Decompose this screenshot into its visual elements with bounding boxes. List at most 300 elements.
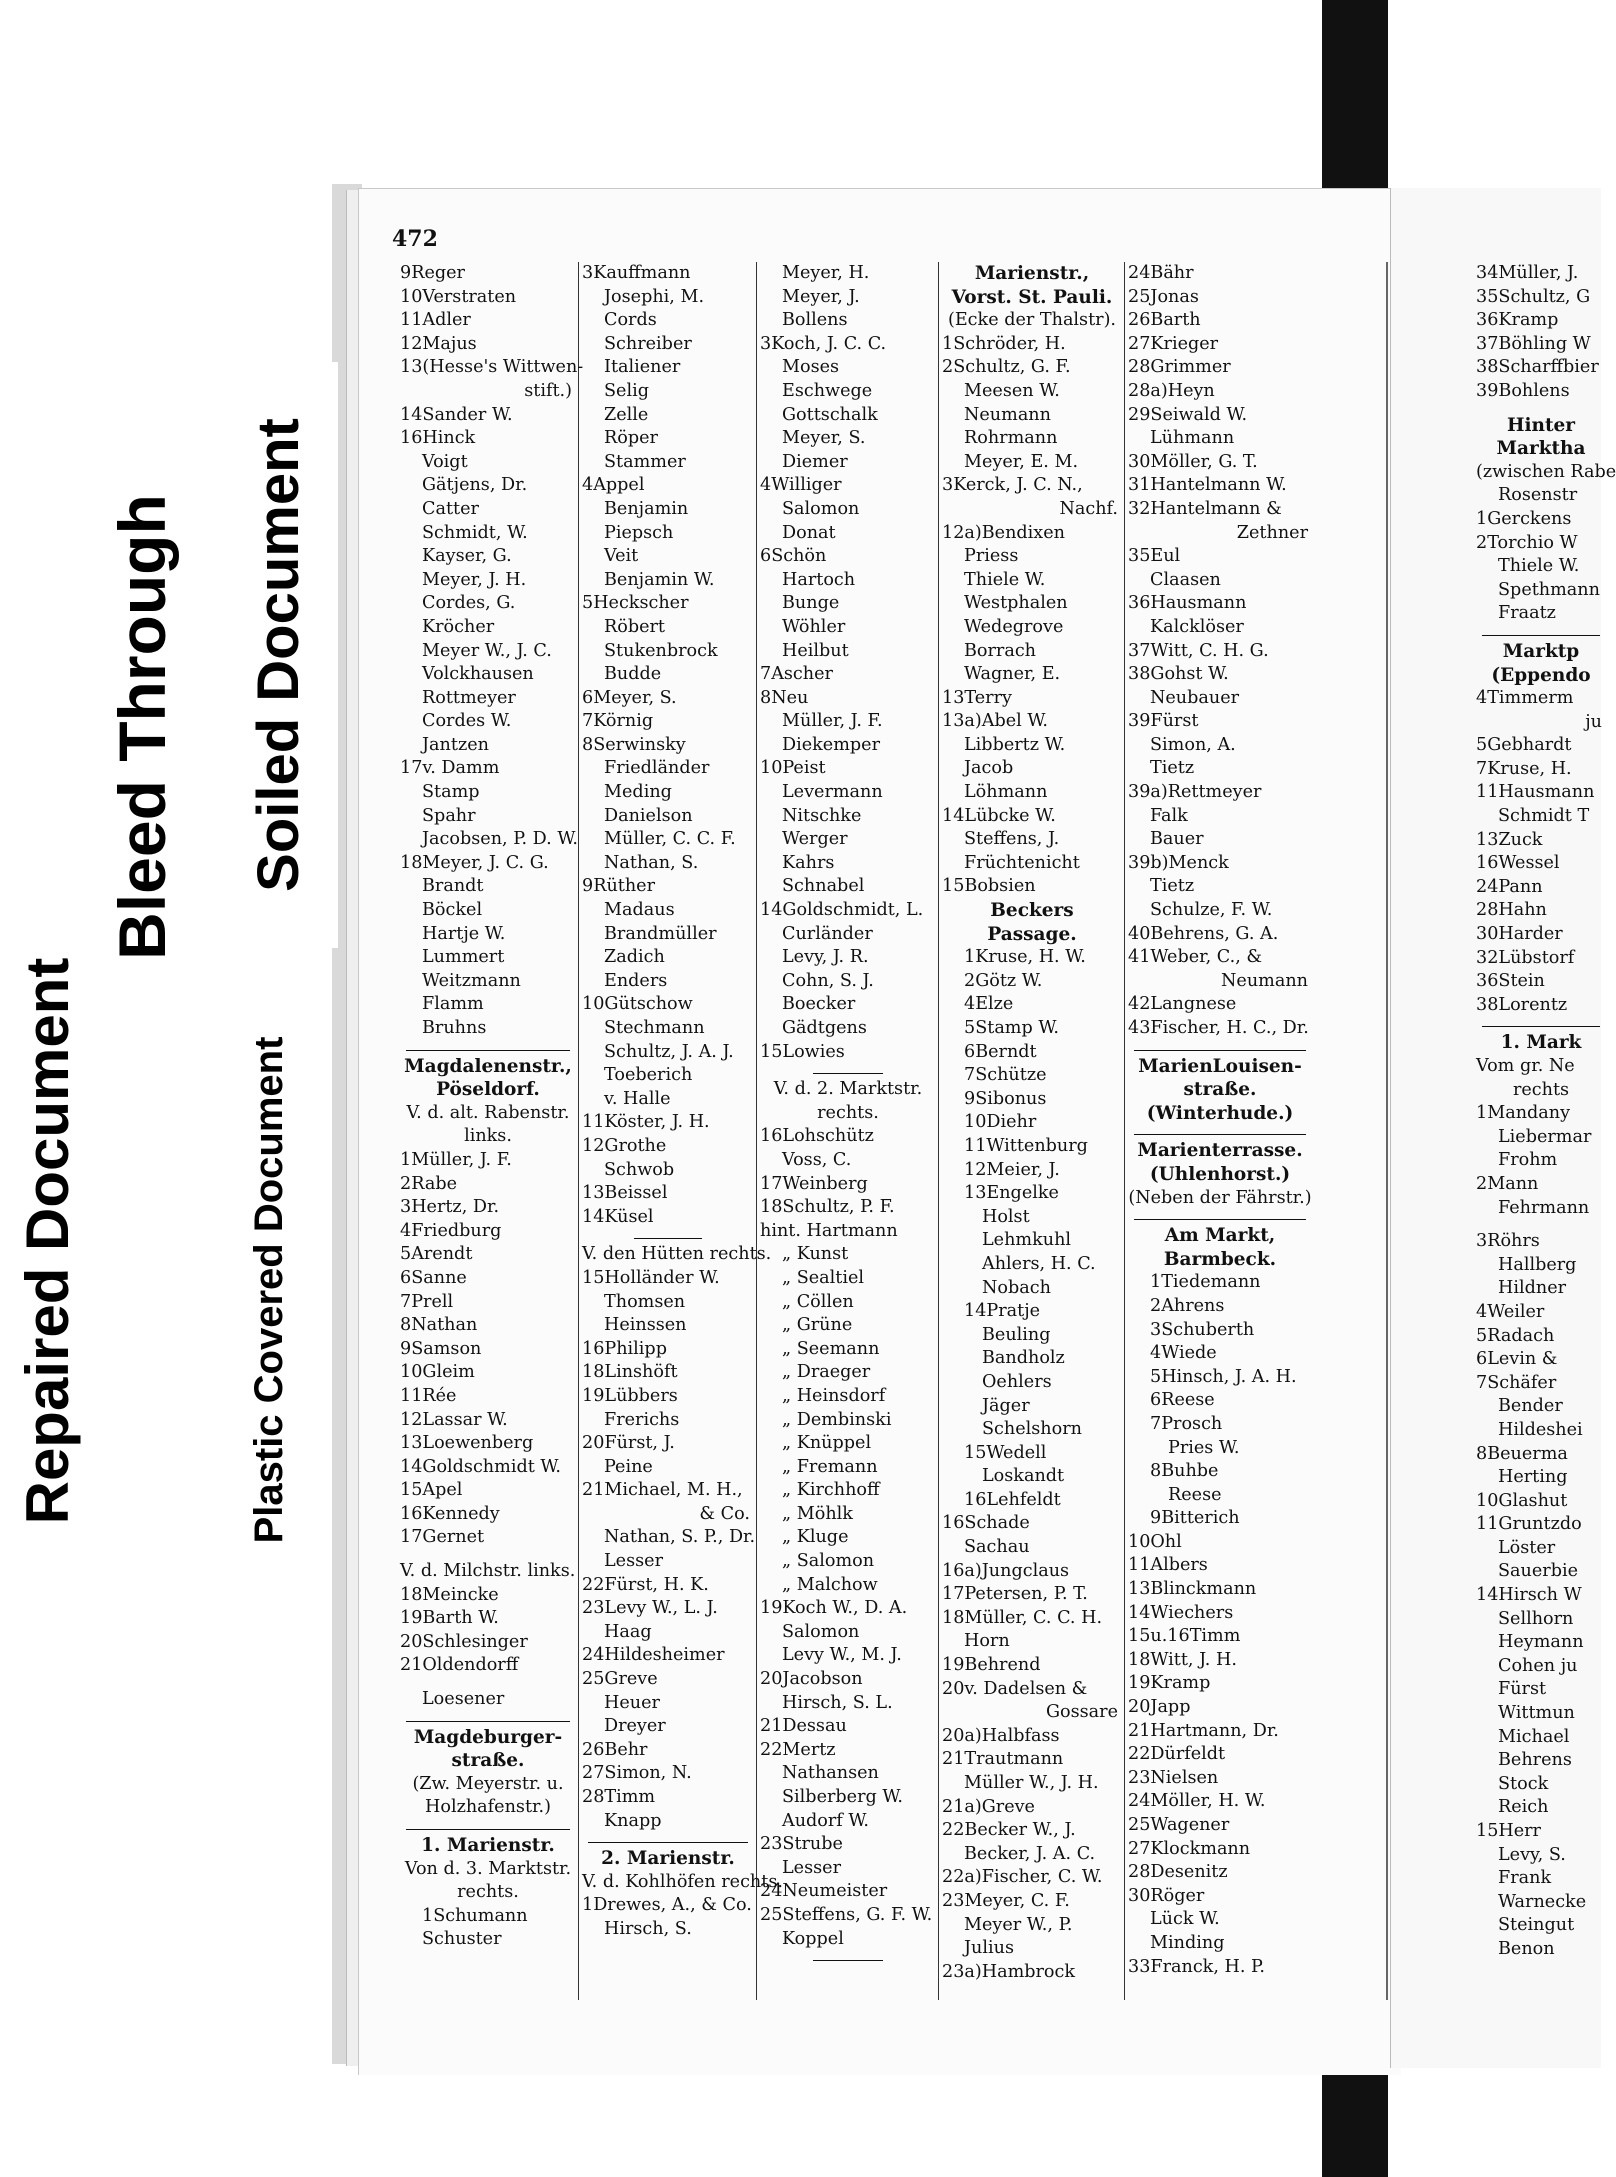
spacer [400,1678,576,1688]
directory-entry: 16Hinck [400,428,476,449]
directory-entry: Levermann [782,782,883,803]
directory-entry: Cordes W. [422,711,512,732]
directory-entry: 1Schumann [422,1905,528,1926]
directory-entry: 15Wedell [964,1442,1047,1463]
directory-entry: 10Gleim [400,1362,475,1383]
directory-entry: Zethner [1236,522,1308,543]
directory-entry: Schmidt T [1498,806,1590,827]
directory-entry: Ahlers, H. C. [982,1253,1096,1274]
directory-entry: Volckhausen [422,664,534,685]
directory-entry: 5Heckscher [582,593,689,614]
directory-entry: 22Mertz [760,1739,836,1760]
section-rule [406,1829,570,1830]
directory-entry: 21Dessau [760,1716,847,1737]
directory-entry: Jacobsen, P. D. W. [422,829,578,850]
section-rule [1134,1050,1306,1051]
directory-entry: 5Arendt [400,1244,473,1265]
directory-entry: 7Schütze [964,1065,1047,1086]
directory-entry: Kröcher [422,616,495,637]
directory-entry: 40Behrens, G. A. [1128,923,1279,944]
bleed-through-label: Bleed Through [105,494,179,960]
directory-entry: Salomon [782,1621,860,1642]
directory-entry: 12Grothe [582,1135,667,1156]
directory-entry: Thomsen [604,1291,686,1312]
directory-entry: 30Möller, G. T. [1128,451,1258,472]
directory-entry: Meyer, H. [782,263,870,283]
directory-entry: 10Verstraten [400,286,517,307]
directory-entry: V. d. 2. Marktstr. [773,1079,923,1100]
directory-entry: 25Wagener [1128,1815,1230,1835]
directory-entry: Koppel [782,1928,844,1949]
directory-entry: 11Gruntzdo [1476,1514,1582,1535]
directory-entry: „ Fremann [782,1456,878,1477]
directory-entry: 11Wittenburg [964,1135,1088,1156]
repaired-document-tag [0,957,96,1525]
directory-entry: 15Apel [400,1480,463,1501]
directory-entry: 36Kramp [1476,310,1559,331]
directory-entry: 18Meincke [400,1584,499,1605]
directory-entry: Gottschalk [782,404,878,425]
directory-entry: 14Pratje [964,1301,1041,1322]
directory-entry: Eschwege [782,380,873,401]
directory-entry: 8Nathan [400,1315,478,1336]
directory-entry: 23a)Hambrock [942,1961,1076,1982]
bleed-through-tag [100,450,184,1004]
directory-entry: V. d. Milchstr. links. [400,1561,576,1582]
directory-entry: Röbert [604,616,665,637]
directory-entry: 13Zuck [1476,829,1543,850]
directory-entry: 13(Hesse's Wittwen- [400,357,584,378]
directory-entry: 36Hausmann [1128,593,1247,614]
directory-entry: Benjamin [604,498,689,519]
directory-entry: 1Gerckens [1476,508,1572,529]
directory-entry: Neumann [1221,970,1308,991]
directory-entry: 23Meyer, C. F. [942,1890,1070,1911]
directory-entry: Nathansen [782,1763,879,1784]
directory-entry: Hartoch [782,569,856,590]
directory-entry: Selig [604,380,649,401]
directory-entry: Meesen W. [964,380,1060,401]
directory-entry: Catter [422,498,479,519]
directory-entry: Stamp [422,782,480,803]
directory-entry: Von d. 3. Marktstr. [404,1858,572,1879]
directory-entry: 2Schultz, G. F. [942,357,1071,378]
section-rule [406,1721,570,1722]
directory-entry: Meding [604,782,672,803]
directory-entry: 4Williger [760,475,842,496]
directory-entry: 39Fürst [1128,711,1199,732]
directory-entry: 9Reger [400,263,465,283]
directory-entry: 10Diehr [964,1112,1037,1133]
directory-entry: 3Kerck, J. C. N., [942,475,1083,496]
directory-entry: 3Koch, J. C. C. [760,333,887,354]
directory-entry: Simon, A. [1150,734,1236,755]
directory-entry: Frerichs [604,1409,680,1430]
directory-entry: 38Gohst W. [1128,664,1229,685]
street-heading: (Eppendo [1491,664,1591,686]
street-heading: Passage. [987,923,1077,945]
directory-entry: Lummert [422,947,505,968]
directory-entry: 4Weiler [1476,1301,1545,1322]
directory-entry: 9Rüther [582,876,655,897]
section-rule [813,1960,883,1961]
plastic-covered-label: Plastic Covered Document [247,1036,291,1544]
plastic-covered-tag [208,980,330,1600]
directory-entry: Gätjens, Dr. [422,475,528,496]
directory-entry: Gossare [1045,1702,1118,1723]
street-heading: 2. Marienstr. [601,1848,735,1870]
directory-entry: 28Grimmer [1128,357,1231,378]
directory-entry: Hirsch, S. L. [782,1692,893,1713]
directory-entry: 23Strube [760,1834,843,1855]
directory-entry: Loskandt [982,1466,1065,1487]
directory-entry: Hildner [1498,1278,1567,1299]
directory-entry: Früchtenicht [964,852,1080,873]
directory-entry: 11Köster, J. H. [582,1112,710,1133]
column-rule [1124,262,1125,2000]
street-heading: 1. Mark [1500,1032,1582,1054]
directory-entry: 17Weinberg [760,1173,868,1194]
directory-entry: 16Lohschütz [760,1126,874,1147]
directory-entry: Lehmkuhl [982,1230,1072,1251]
directory-entry: Hallberg [1498,1254,1577,1275]
directory-entry: 24Hildesheimer [582,1645,725,1666]
directory-entry: (zwischen Rabe [1476,461,1616,482]
directory-entry: Werger [782,829,848,850]
directory-entry: Budde [604,664,662,685]
directory-entry: 37Böhling W [1476,333,1591,354]
directory-entry: Diekemper [782,734,880,755]
directory-entry: Böckel [422,900,483,921]
directory-entry: 8Beuerma [1476,1443,1568,1464]
directory-entry: Borrach [964,640,1037,661]
street-heading: straße. [451,1750,525,1772]
directory-entry: „ Knüppel [782,1433,872,1454]
directory-entry: 13Blinckmann [1128,1579,1257,1600]
directory-entry: 14Goldschmidt, L. [760,900,924,921]
directory-entry: 1Drewes, A., & Co. [582,1895,752,1916]
directory-entry: Löster [1498,1537,1556,1558]
directory-entry: 5Hinsch, J. A. H. [1150,1366,1297,1387]
directory-entry: Heuer [604,1692,660,1713]
soiled-document-tag [220,362,338,948]
directory-entry: Danielson [604,805,693,826]
directory-entry: 24Bähr [1128,263,1194,283]
directory-entry: 21a)Greve [942,1796,1035,1817]
directory-entry: Becker, J. A. C. [964,1843,1096,1864]
directory-entry: 24Möller, H. W. [1128,1791,1266,1812]
directory-entry: Tietz [1150,876,1195,897]
street-heading: Am Markt, [1164,1225,1276,1247]
directory-entry: 14Goldschmidt W. [400,1456,561,1477]
directory-entry: Röper [604,428,658,449]
directory-entry: 39Bohlens [1476,380,1570,401]
directory-entry: 21Hartmann, Dr. [1128,1720,1279,1741]
directory-entry: 1Tiedemann [1150,1272,1261,1293]
directory-entry: 29Seiwald W. [1128,404,1248,425]
directory-entry: 3Kauffmann [582,263,691,283]
page-number: 472 [392,226,438,252]
directory-entry: „ Kirchhoff [782,1480,880,1501]
directory-entry: Nathan, S. [604,852,699,873]
directory-entry: Tietz [1150,758,1195,779]
directory-entry: Thiele W. [964,569,1046,590]
directory-entry: ju [1585,711,1602,732]
directory-entry: 18Witt, J. H. [1128,1649,1237,1670]
directory-entry: Holzhafenstr.) [425,1797,551,1818]
directory-entry: 10Peist [760,758,826,779]
directory-entry: 1Schröder, H. [942,333,1066,354]
directory-entry: hint. Hartmann [760,1220,898,1241]
directory-entry: 2Mann [1476,1173,1539,1194]
directory-entry: 1Kruse, H. W. [964,947,1086,968]
directory-entry: 7Ascher [760,664,833,685]
directory-entry: 27Simon, N. [582,1763,692,1784]
directory-entry: 32Hantelmann & [1128,498,1282,519]
directory-entry: 10Glashut [1476,1490,1568,1511]
directory-entry: 13Beissel [582,1183,668,1204]
directory-entry: Heinssen [604,1315,687,1336]
directory-entry: „ Kluge [782,1527,849,1548]
directory-entry: Cohn, S. J. [782,970,874,991]
directory-entry: 19Kramp [1128,1673,1211,1694]
directory-entry: Schultz, J. A. J. [604,1041,734,1062]
street-heading: Magdalenenstr., [404,1055,572,1077]
directory-entry: Zadich [604,947,665,968]
directory-entry: 19Behrend [942,1655,1041,1676]
repaired-document-label: Repaired Document [14,957,81,1525]
street-heading: Pöseldorf. [436,1079,540,1101]
directory-entry: 2Torchio W [1476,532,1578,553]
directory-entry: Müller, C. C. F. [604,829,736,850]
column-rule [938,262,939,2000]
directory-entry: Flamm [422,994,484,1015]
directory-entry: Levy, J. R. [782,947,869,968]
directory-entry: Claasen [1150,569,1221,590]
directory-entry: Bollens [782,310,848,331]
directory-entry: Benon [1498,1938,1555,1959]
directory-entry: Brandt [422,876,484,897]
directory-entry: Gädtgens [782,1018,867,1038]
directory-entry: 6Sanne [400,1267,467,1288]
directory-entry: 12Lassar W. [400,1409,508,1430]
section-rule [1134,1219,1306,1220]
directory-entry: Rohrmann [964,428,1058,449]
directory-entry: Cohen ju [1498,1655,1578,1676]
directory-entry: 20a)Halbfass [942,1725,1060,1746]
directory-entry: Hildeshei [1498,1419,1583,1440]
directory-entry: 23Nielsen [1128,1767,1219,1788]
directory-entry: (Ecke der Thalstr). [947,310,1117,331]
directory-entry: Donat [782,522,836,543]
directory-entry: 6Berndt [964,1041,1037,1062]
directory-entry: 42Langnese [1128,994,1237,1015]
directory-entry: Meyer W., J. C. [422,640,552,661]
directory-column-3 [760,262,936,1965]
section-rule [1482,635,1600,636]
directory-entry: Piepsch [604,522,674,543]
directory-entry: Thiele W. [1498,556,1580,577]
directory-entry: stift.) [524,380,572,401]
directory-entry: 16Kennedy [400,1503,500,1524]
column-rule [578,262,579,2000]
directory-entry: Dreyer [604,1716,666,1737]
street-heading: Marktha [1496,438,1586,460]
directory-entry: 8Neu [760,687,809,708]
directory-entry: 14Lübcke W. [942,805,1056,826]
directory-entry: Schreiber [604,333,692,354]
directory-entry: Kayser, G. [422,546,512,567]
directory-entry: Italiener [604,357,681,378]
directory-entry: Hirsch, S. [604,1918,692,1939]
directory-entry: Friedländer [604,758,710,779]
directory-entry: 9Bitterich [1150,1508,1240,1529]
directory-entry: Levy, S. [1498,1844,1566,1865]
directory-entry: 16Philipp [582,1338,667,1359]
directory-entry: Michael [1498,1726,1570,1747]
directory-entry: links. [464,1126,512,1147]
directory-entry: 30Harder [1476,924,1563,945]
soiled-document-label: Soiled Document [246,418,311,892]
directory-entry: 17Gernet [400,1527,485,1548]
directory-entry: Stukenbrock [604,640,718,661]
directory-entry: 4Wiede [1150,1343,1217,1364]
directory-entry: 20Japp [1128,1697,1191,1718]
directory-entry: 3Röhrs [1476,1231,1540,1252]
directory-entry: Voigt [422,451,468,472]
spacer [400,1550,576,1560]
directory-entry: 30Röger [1128,1885,1205,1906]
directory-entry: 15Holländer W. [582,1267,720,1288]
directory-entry: Nitschke [782,805,862,826]
directory-entry: Meyer, E. M. [964,451,1079,472]
directory-entry: 8Buhbe [1150,1461,1219,1482]
directory-entry: Bruhns [422,1018,487,1038]
directory-entry: 5Radach [1476,1325,1555,1346]
directory-entry: Salomon [782,498,860,519]
directory-entry: Rottmeyer [422,687,516,708]
directory-entry: Horn [964,1631,1010,1652]
directory-entry: Liebermar [1498,1126,1592,1147]
directory-entry: Neumann [964,404,1051,425]
street-heading: MarienLouisen- [1138,1055,1302,1077]
directory-entry: Heymann [1498,1632,1584,1653]
directory-entry: Nobach [982,1277,1051,1298]
directory-entry: 33Franck, H. P. [1128,1956,1265,1977]
directory-entry: 20Jacobson [760,1669,863,1690]
directory-entry: Heilbut [782,640,849,661]
directory-entry: 14Küsel [582,1206,654,1227]
directory-entry: Knapp [604,1810,662,1831]
directory-entry: Bunge [782,593,840,614]
directory-entry: „ Heinsdorf [782,1385,886,1406]
directory-entry: 16a)Jungclaus [942,1560,1070,1581]
directory-entry: Rosenstr [1498,485,1578,506]
directory-entry: Lesser [604,1551,663,1572]
directory-entry: Moses [782,357,840,378]
directory-entry: (Neben der Fährstr.) [1128,1187,1312,1208]
directory-entry: 1Mandany [1476,1103,1571,1124]
directory-entry: Nachf. [1059,498,1118,519]
directory-entry: Stammer [604,451,686,472]
directory-entry: 15u.16Timm [1128,1626,1241,1647]
directory-entry: Bauer [1150,829,1204,850]
directory-entry: 17Petersen, P. T. [942,1584,1088,1605]
directory-entry: 32Lübstorf [1476,947,1575,968]
directory-entry: 22Becker W., J. [942,1820,1076,1841]
directory-entry: „ Cöllen [782,1291,854,1312]
directory-entry: Meyer W., P. [964,1914,1073,1935]
directory-entry: Schelshorn [982,1419,1082,1440]
directory-entry: Loesener [422,1689,505,1710]
directory-entry: Frohm [1498,1150,1558,1171]
directory-entry: 6Meyer, S. [582,687,677,708]
directory-entry: 43Fischer, H. C., Dr. [1128,1018,1309,1038]
directory-entry: „ Salomon [782,1551,875,1572]
directory-entry: 26Barth [1128,310,1201,331]
directory-entry: Hartje W. [422,923,506,944]
directory-entry: „ Malchow [782,1574,878,1595]
street-heading: Vorst. St. Pauli. [951,286,1113,308]
directory-entry: 37Witt, C. H. G. [1128,640,1269,661]
street-heading: 1. Marienstr. [421,1835,555,1856]
directory-entry: Weitzmann [422,970,521,991]
directory-entry: Schulze, F. W. [1150,900,1273,921]
directory-column-5 [1128,262,1312,1979]
directory-entry: Westphalen [964,593,1068,614]
directory-entry: 25Jonas [1128,286,1199,307]
directory-entry: 2Götz W. [964,970,1043,991]
directory-entry: „ Sealtiel [782,1267,865,1288]
directory-entry: Wittmun [1498,1703,1575,1724]
directory-entry: Jäger [982,1395,1030,1416]
directory-entry: Löhmann [964,782,1048,803]
scanner-shadow-bottom [1322,2060,1388,2177]
directory-entry: 28Desenitz [1128,1862,1228,1883]
directory-entry: 25Steffens, G. F. W. [760,1904,933,1925]
directory-column-2 [582,262,783,1942]
section-rule [1134,1134,1306,1135]
street-heading: Marktp [1502,640,1580,662]
directory-entry: Levy W., M. J. [782,1645,902,1666]
directory-entry: 4Friedburg [400,1220,502,1241]
directory-entry: V. d. alt. Rabenstr. [406,1102,570,1123]
directory-entry: 18Schultz, P. F. [760,1197,895,1218]
directory-entry: „ Seemann [782,1338,880,1359]
directory-entry: Peine [604,1456,653,1477]
directory-entry: Lück W. [1150,1909,1220,1930]
directory-entry: Beuling [982,1324,1051,1345]
directory-entry: 11Hausmann [1476,782,1595,803]
street-heading: Barmbeck. [1163,1248,1277,1270]
directory-entry: 6Schön [760,546,827,567]
directory-entry: 34Müller, J. [1476,263,1579,283]
directory-entry: Silberberg W. [782,1787,903,1807]
directory-entry: 5Stamp W. [964,1018,1059,1038]
directory-entry: Müller, J. F. [782,711,883,732]
directory-entry: Meyer, J. H. [422,569,527,590]
directory-entry: 13a)Abel W. [942,711,1048,732]
directory-entry: Spethmann [1498,579,1600,600]
directory-entry: V. d. Kohlhöfen rechts. [582,1871,783,1892]
directory-entry: Priess [964,546,1019,567]
directory-entry: Stock [1498,1773,1549,1794]
directory-column-1 [400,262,584,1952]
directory-entry: 24Pann [1476,876,1543,897]
directory-entry: 4Timmerm [1476,688,1574,709]
directory-entry: 20Schlesinger [400,1631,528,1652]
directory-entry: Cordes, G. [422,593,516,614]
